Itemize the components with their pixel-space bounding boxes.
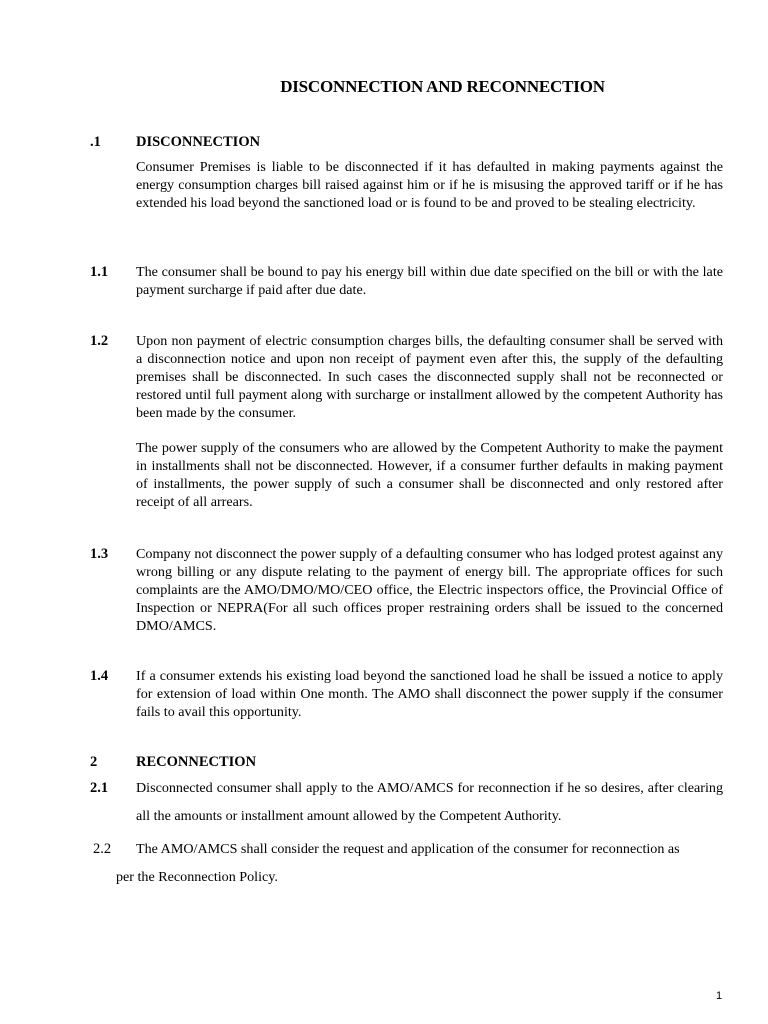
section-number-2-1: 2.1: [90, 780, 109, 796]
section-1-1-paragraph: The consumer shall be bound to pay his energy bill within due date specified on the bill or with the late payment surcharge if paid after due date.: [136, 264, 723, 298]
section-heading-disconnection: DISCONNECTION: [136, 134, 261, 150]
section-1-paragraph: Consumer Premises is liable to be disconnected if it has defaulted in making payments against the energy consumption charges bill raised against him or if he is misusing the approved tariff or if he has extended his load beyond the sanctioned load or is found to be and proved to be stealing electricity.: [136, 159, 723, 211]
section-number-1-4: 1.4: [90, 668, 109, 684]
section-number-1-3: 1.3: [90, 546, 109, 562]
section-number-1-1: 1.1: [90, 264, 109, 280]
section-1-4-paragraph: If a consumer extends his existing load beyond the sanctioned load he shall be issued a notice to apply for extension of load within One month. The AMO shall disconnect the power supply if the consumer fails to avail this opportunity.: [136, 668, 723, 720]
section-number-1-2: 1.2: [90, 333, 109, 349]
section-number-1: .1: [90, 134, 101, 150]
section-2-2-line-1: The AMO/AMCS shall consider the request and application of the consumer for reconnection as: [136, 841, 680, 857]
document-title: DISCONNECTION AND RECONNECTION: [280, 77, 605, 96]
section-2-1-paragraph: Disconnected consumer shall apply to the AMO/AMCS for reconnection if he so desires, after clearing all the amounts or installment amount allowed by the Competent Authority.: [136, 780, 723, 824]
section-1-3-paragraph: Company not disconnect the power supply of a defaulting consumer who has lodged protest against any wrong billing or any dispute relating to the payment of energy bill. The appropriate offices for such complaints are the AMO/DMO/MO/CEO office, the Electric inspectors office, the Provincial Office of Inspection or NEPRA(For all such offices proper restraining orders shall be issued to the concerned DMO/AMCS.: [136, 546, 723, 634]
section-1-2-paragraph: Upon non payment of electric consumption charges bills, the defaulting consumer shall be served with a disconnection notice and upon non receipt of payment even after this, the supply of the defaulting premises shall be disconnected. In such cases the disconnected supply shall not be reconnected or restored until full payment along with surcharge or installment allowed by the competent Authority has been made by the consumer.: [136, 333, 723, 421]
section-number-2-2: 2.2: [93, 841, 112, 857]
section-heading-reconnection: RECONNECTION: [136, 754, 257, 770]
section-number-2: 2: [90, 754, 98, 770]
section-2-2-line-2: per the Reconnection Policy.: [116, 869, 278, 885]
section-1-2-paragraph-2: The power supply of the consumers who are allowed by the Competent Authority to make the payment in installments shall not be disconnected. However, if a consumer further defaults in making payment of installments, the power supply of such a consumer shall be disconnected and only restored after receipt of all arrears.: [136, 440, 723, 510]
page-number: 1: [716, 990, 723, 1002]
